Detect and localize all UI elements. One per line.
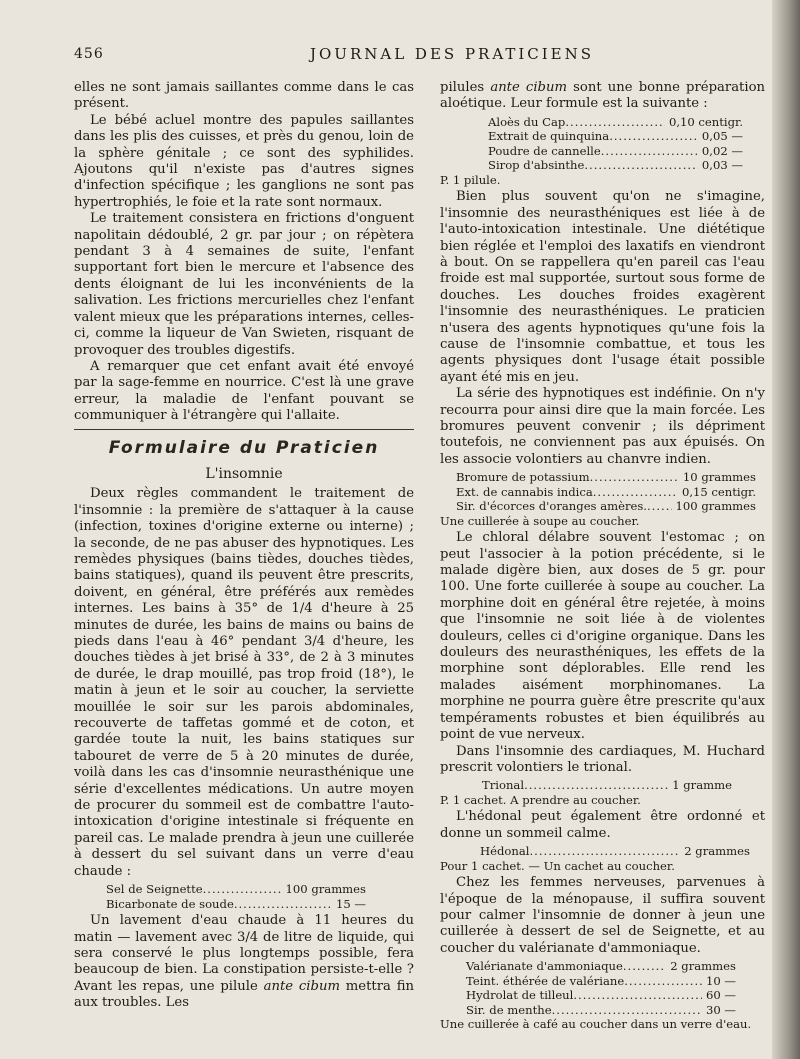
prescription-line: Sirop d'absinthe ..... 0,03 — bbox=[488, 158, 743, 173]
prescription-line: Valérianate d'ammoniaque ..... 2 grammes bbox=[466, 959, 736, 974]
right-column bbox=[440, 80, 765, 1034]
prescription-line: Aloès du Cap ..... 0,10 centigr. bbox=[488, 115, 743, 130]
prescription-line: Ext. de cannabis indica ..... 0,15 centigr. bbox=[456, 485, 756, 500]
paragraph: pilules ante cibum sont une bonne préparation aloétique. Leur formule est la suivante : bbox=[440, 80, 766, 112]
prescription bbox=[440, 470, 765, 528]
paragraph: Le traitement consistera en frictions d'onguent napolitain dédoublé, 2 gr. par jour ; on répètera pendant 3 à 4 semaines de suite, l'enfant supportant fort bien le mercure et l'absence des dents éloignant de lui les inconvénients de la salivation. Les frictions mercurielles chez l'enfant valent mieux que les préparations internes, celles-ci, comme la liqueur de Van Swieten, risquant de provoquer des troubles digestifs. bbox=[74, 211, 414, 358]
prescription-line: Bromure de potassium ..... 10 grammes bbox=[456, 470, 756, 485]
prescription bbox=[440, 844, 765, 873]
paragraph: La série des hypnotiques est indéfinie. On n'y recourra pour ainsi dire que la main forcée. Les bromures peuvent convenir ; ils dépriment toutefois, ne conviennent pas aux épuisés. On les associe volontiers au chanvre indien. bbox=[440, 386, 765, 467]
prescription-line: Trional ..... 1 gramme bbox=[482, 778, 732, 793]
paragraph: Bien plus souvent qu'on ne s'imagine, l'insomnie des neurasthéniques est liée à de l'auto-intoxication intestinale. Une diététique bien réglée et l'emploi des laxatifs en viendront à bout. On se rappellera qu'en pareil cas l'eau froide est mal supportée, surtout sous forme de douches. Les douches froides exagèrent l'insomnie des neurasthéniques. Le praticien n'usera des agents hypnotiques qu'une fois la cause de l'insomnie combattue, et tous les agents physiques dont l'usage était possible ayant été mis en jeu. bbox=[440, 189, 765, 385]
prescription-note: P. 1 cachet. A prendre au coucher. bbox=[440, 792, 641, 807]
section-heading: Formulaire du Praticien bbox=[108, 437, 380, 458]
paragraph: Un lavement d'eau chaude à 11 heures du matin — lavement avec 3/4 de litre de liquide, qui sera conservé le plus longtemps possible, fera beaucoup de bien. La constipation persiste-t-elle ? Avant les repas, une pilule ante cibum mettra fin aux troubles. Les bbox=[74, 913, 414, 1011]
prescription-line: Sel de Seignette ..... 100 grammes bbox=[106, 882, 366, 897]
paragraph: Chez les femmes nerveuses, parvenues à l'époque de la ménopause, il suffira souvent pour calmer l'insomnie de donner à jeun une cuillerée à dessert de sel de Seignette, et au coucher du valérianate d'ammoniaque. bbox=[440, 875, 765, 956]
prescription-line: Sir. de menthe ..... 30 — bbox=[466, 1003, 736, 1018]
paragraph: A remarquer que cet enfant avait été envoyé par la sage-femme en nourrice. C'est là une grave erreur, la maladie de l'enfant pouvant se communiquer à l'étrangère qui l'allaite. bbox=[74, 358, 414, 424]
running-title: JOURNAL DES PRATICIENS bbox=[310, 45, 595, 63]
prescription-line: Sir. d'écorces d'oranges amères. ..... 100 grammes bbox=[456, 499, 756, 514]
article-title: L'insomnie bbox=[205, 465, 283, 482]
prescription-note: Pour 1 cachet. — Un cachet au coucher. bbox=[440, 858, 675, 873]
prescription-note: Une cuillerée à soupe au coucher. bbox=[440, 513, 640, 528]
paragraph: L'hédonal peut également être ordonné et donne un sommeil calme. bbox=[440, 809, 765, 841]
prescription-line: Poudre de cannelle ..... 0,02 — bbox=[488, 144, 743, 159]
section-rule bbox=[74, 429, 414, 430]
prescription-note: P. 1 pilule. bbox=[440, 172, 501, 187]
prescription-line: Hédonal ..... 2 grammes bbox=[480, 844, 750, 859]
prescription-line: Teint. éthérée de valériane ..... 10 — bbox=[466, 974, 736, 989]
prescription-note: Une cuillerée à café au coucher dans un verre d'eau. bbox=[440, 1017, 752, 1032]
paragraph: Dans l'insomnie des cardiaques, M. Huchard prescrit volontiers le trional. bbox=[440, 743, 765, 775]
book-gutter bbox=[772, 0, 800, 1059]
page-number: 456 bbox=[74, 46, 104, 62]
prescription bbox=[440, 115, 765, 188]
paragraph: Le bébé acluel montre des papules saillantes dans les plis des cuisses, et près du genou, loin de la sphère génitale ; ce sont des syphilides. Ajoutons qu'il n'existe pas d'autres signes d'infection spécifique ; les ganglions ne sont pas hypertrophiés, le foie et la rate sont normaux. bbox=[74, 112, 414, 210]
prescription bbox=[74, 882, 414, 911]
paragraph: Deux règles commandent le traitement de l'insomnie : la première de s'attaquer à la cause (infection, toxines d'origine externe ou interne) ; la seconde, de ne pas abuser des hypnotiques. Les remèdes physiques (bains tièdes, douches tièdes, bains statiques), quand ils peuvent être prescrits, doivent, en général, être préférés aux remèdes internes. Les bains à 35° de 1/4 d'heure à 25 minutes de durée, les bains de mains ou bains de pieds dans l'eau à 46° pendant 3/4 d'heure, les douches tièdes à jet brisé à 33°, de 2 à 3 minutes de durée, le drap mouillé, pas trop froid (18°), le matin à jeun et le soir au coucher, la serviette mouillée le soir sur les parois abdominales, recouverte de taffetas gommé et de coton, et gardée toute la nuit, les bains statiques sur tabouret de verre de 5 à 20 minutes de durée, voilà dans les cas d'insomnie neurasthénique une série d'excellentes médications. Un autre moyen de procurer du sommeil est de combattre l'auto-intoxication d'origine intestinale si fréquente en pareil cas. Le malade prendra à jeun une cuillerée à dessert du sel suivant dans un verre d'eau chaude : bbox=[74, 486, 414, 879]
prescription-line: Bicarbonate de soude ..... 15 — bbox=[106, 897, 366, 912]
prescription-line: Extrait de quinquina ..... 0,05 — bbox=[488, 129, 743, 144]
prescription bbox=[440, 959, 765, 1032]
paragraph: elles ne sont jamais saillantes comme dans le cas présent. bbox=[74, 80, 414, 112]
prescription-line: Hydrolat de tilleul ..... 60 — bbox=[466, 988, 736, 1003]
left-column bbox=[74, 80, 414, 1012]
paragraph: Le chloral délabre souvent l'estomac ; on peut l'associer à la potion précédente, si le malade digère bien, aux doses de 5 gr. pour 100. Une forte cuillerée à soupe au coucher. La morphine doit en général être rejetée, à moins que l'insomnie ne soit liée à de violentes douleurs, celles ci d'origine organique. Dans les douleurs des neurasthéniques, les effets de la morphine sont déplorables. Elle rend les malades aisément morphinomanes. La morphine ne pourra guère être prescrite qu'aux tempéraments robustes et bien équilibrés au point de vue nerveux. bbox=[440, 530, 765, 743]
prescription bbox=[440, 778, 765, 807]
